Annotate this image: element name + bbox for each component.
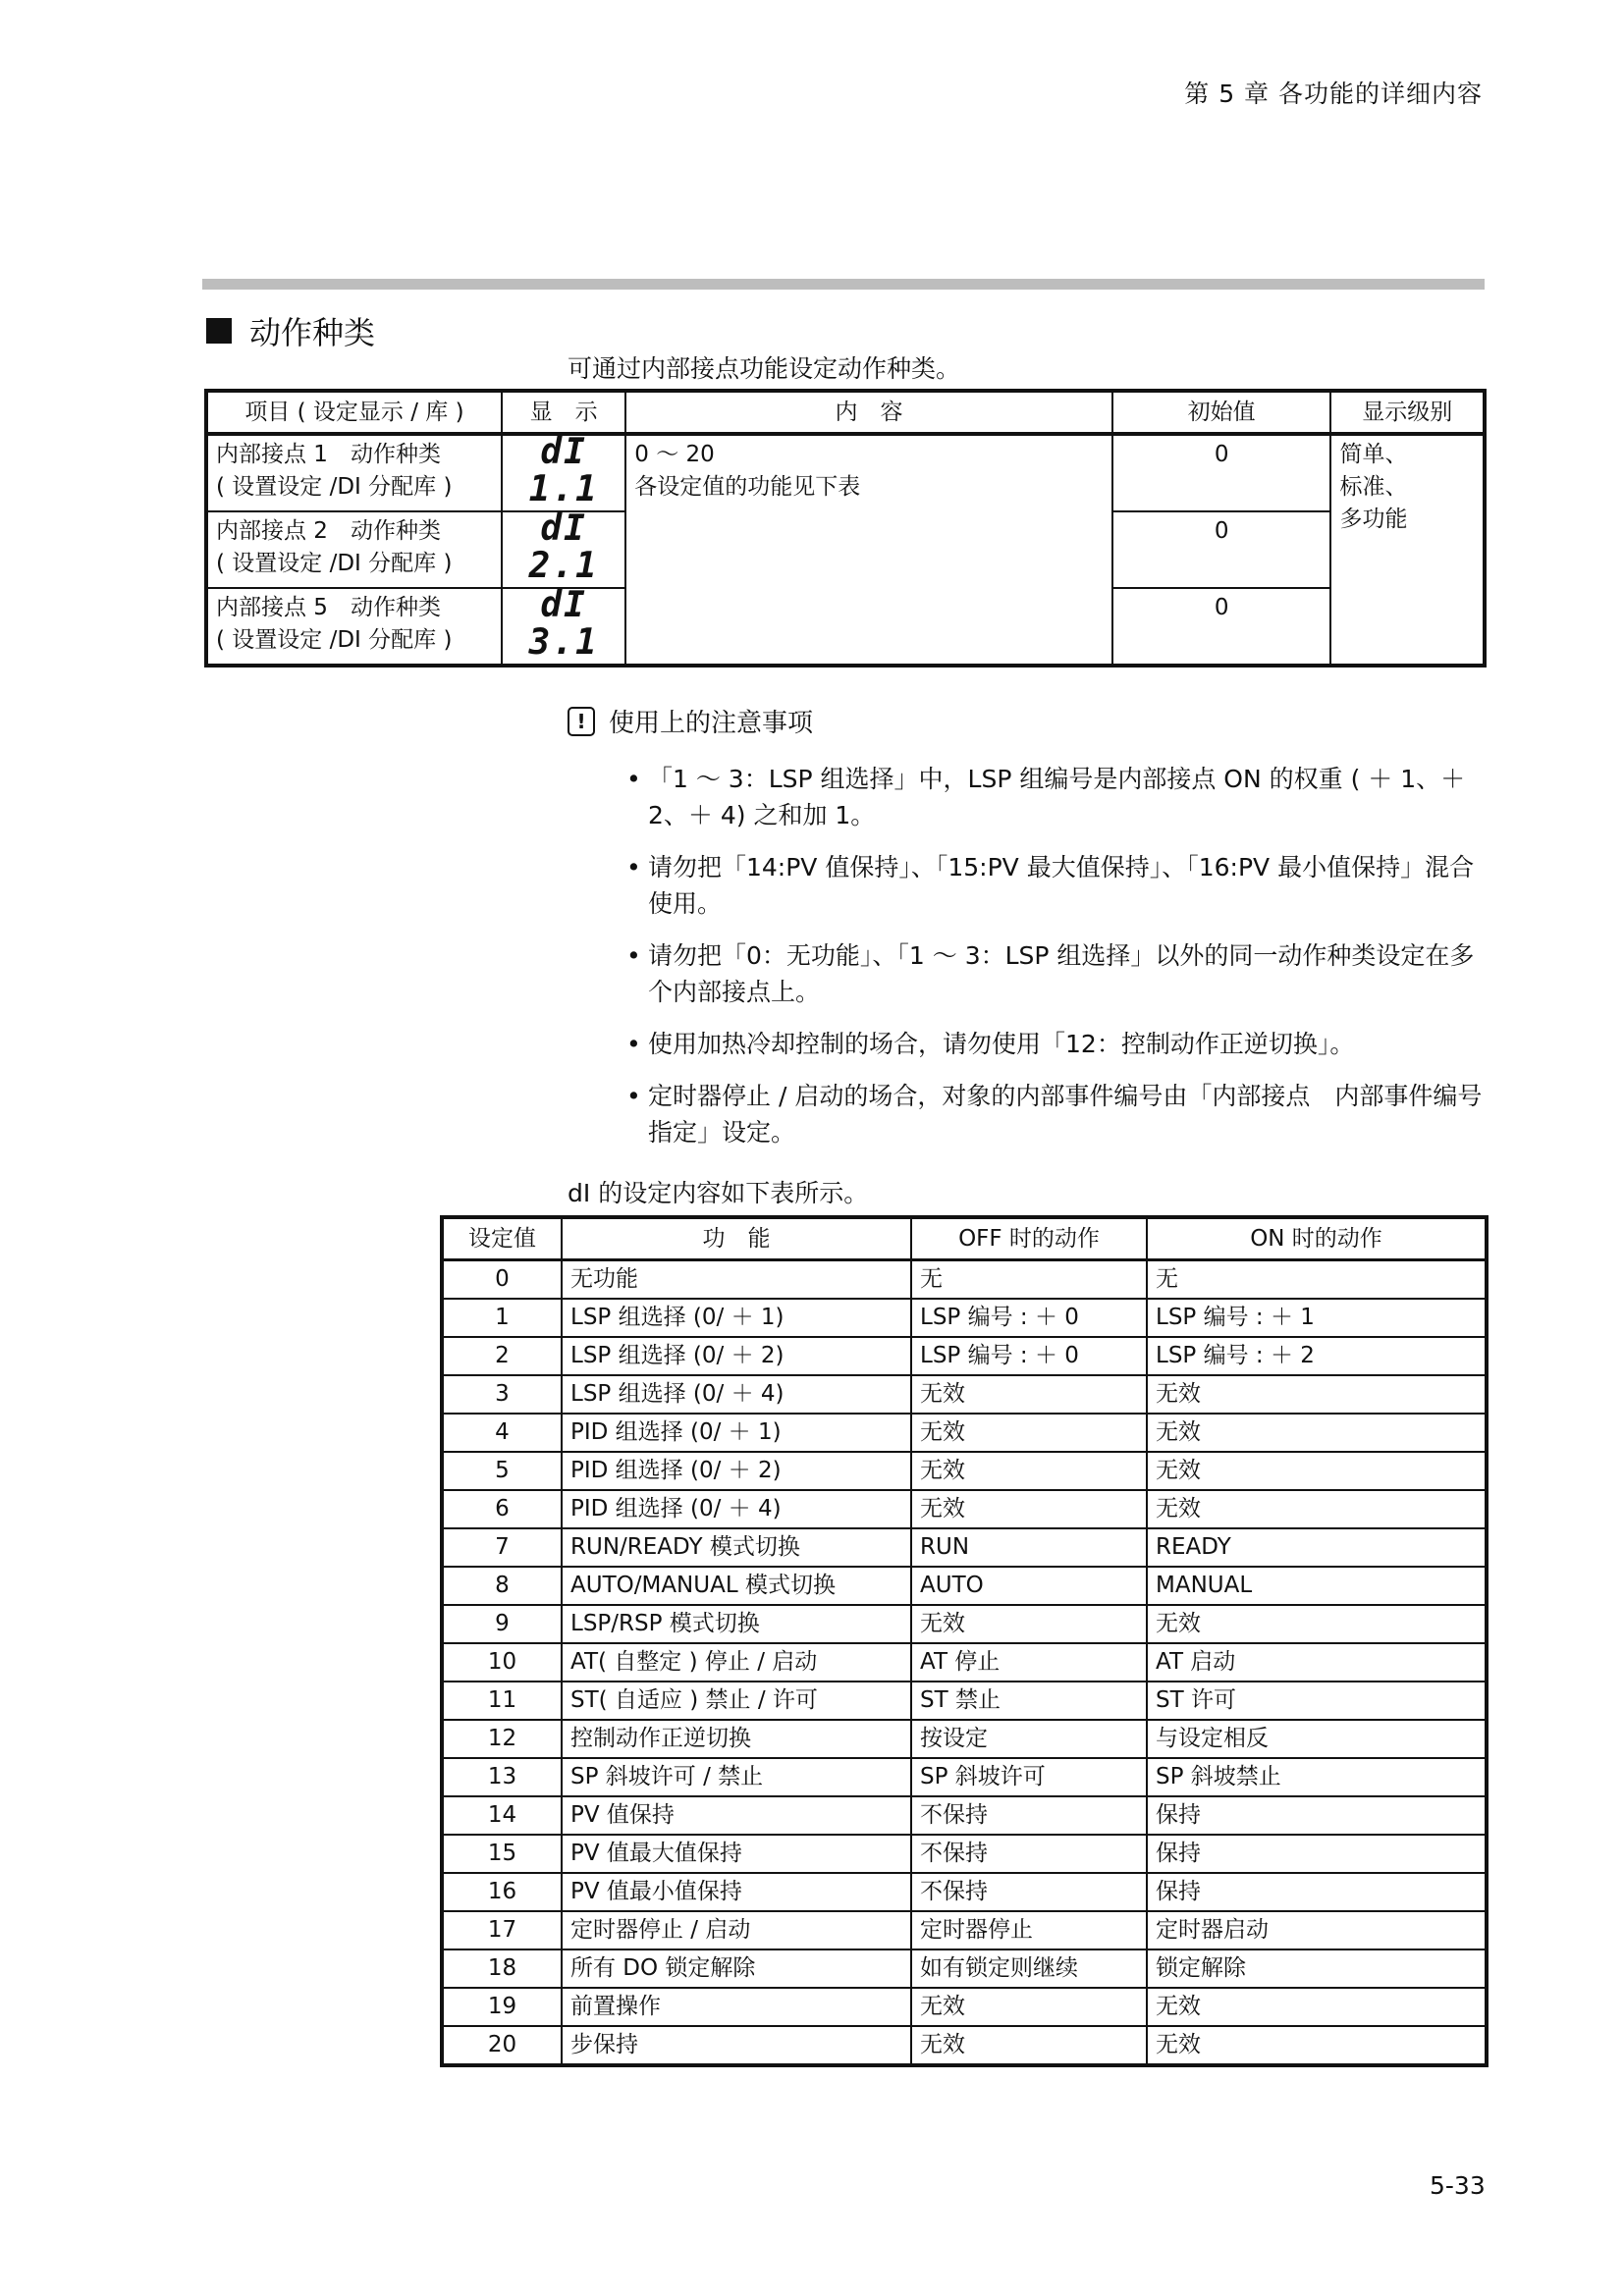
setting-values-table — [440, 1215, 1489, 2067]
off-action-cell: ST 禁止 — [911, 1682, 1147, 1720]
off-action-cell: 无 — [911, 1260, 1147, 1300]
display-level: 多功能 — [1339, 507, 1408, 532]
item-bank: ( 设置设定 /DI 分配库 ) — [216, 474, 453, 500]
setting-value-cell: 14 — [442, 1796, 562, 1835]
function-cell: PV 值最大值保持 — [562, 1835, 911, 1873]
off-action-cell: 不保持 — [911, 1796, 1147, 1835]
section-title — [206, 308, 375, 353]
on-action-cell: 无效 — [1147, 1452, 1487, 1490]
off-action-cell: LSP 编号 : ＋ 0 — [911, 1299, 1147, 1337]
setting-value-cell: 5 — [442, 1452, 562, 1490]
item-name: 内部接点 2 动作种类 — [216, 518, 441, 544]
content-range: 0 ～ 20 — [634, 442, 715, 467]
table-row — [442, 1873, 1487, 1911]
on-action-cell: 无效 — [1147, 1490, 1487, 1528]
function-cell: LSP 组选择 (0/ ＋ 2) — [562, 1337, 911, 1375]
table-row — [442, 1949, 1487, 1988]
on-action-cell: 无效 — [1147, 2026, 1487, 2065]
setting-value-cell: 17 — [442, 1911, 562, 1949]
off-action-cell: AT 停止 — [911, 1643, 1147, 1682]
on-action-cell: 保持 — [1147, 1796, 1487, 1835]
setting-value-cell: 7 — [442, 1528, 562, 1567]
col-header-setting-value: 设定值 — [442, 1217, 562, 1260]
item-cell — [206, 511, 502, 588]
on-action-cell: 无 — [1147, 1260, 1487, 1300]
on-action-cell: SP 斜坡禁止 — [1147, 1758, 1487, 1796]
on-action-cell: 无效 — [1147, 1414, 1487, 1452]
off-action-cell: 不保持 — [911, 1873, 1147, 1911]
off-action-cell: 无效 — [911, 1490, 1147, 1528]
table-row — [442, 1567, 1487, 1605]
on-action-cell: 保持 — [1147, 1835, 1487, 1873]
item-cell — [206, 434, 502, 511]
caution-item: • 请勿把「0：无功能」、「1 ～ 3：LSP 组选择」以外的同一动作种类设定在多个内部接点上。 — [619, 937, 1490, 1010]
off-action-cell: RUN — [911, 1528, 1147, 1567]
function-cell: LSP/RSP 模式切换 — [562, 1605, 911, 1643]
caution-item: • 定时器停止 / 启动的场合，对象的内部事件编号由「内部接点 内部事件编号指定」设定。 — [619, 1078, 1490, 1150]
setting-value-cell: 1 — [442, 1299, 562, 1337]
function-cell: 控制动作正逆切换 — [562, 1720, 911, 1758]
caution-title: 使用上的注意事项 — [609, 709, 814, 738]
section-title-text: 动作种类 — [249, 314, 376, 351]
off-action-cell: 无效 — [911, 1375, 1147, 1414]
function-cell: PV 值保持 — [562, 1796, 911, 1835]
table-row — [442, 1796, 1487, 1835]
item-cell — [206, 588, 502, 666]
setting-values-body — [442, 1260, 1487, 2066]
on-action-cell: 保持 — [1147, 1873, 1487, 1911]
off-action-cell: 无效 — [911, 1988, 1147, 2026]
setting-value-cell: 11 — [442, 1682, 562, 1720]
table-row — [442, 1452, 1487, 1490]
exclamation-box-icon: ! — [568, 707, 595, 736]
table-header-row — [206, 391, 1485, 434]
caution-item: • 请勿把「14:PV 值保持」、「15:PV 最大值保持」、「16:PV 最小值保持」混合使用。 — [619, 849, 1490, 922]
content-note: 各设定值的功能见下表 — [634, 474, 861, 500]
on-action-cell: ST 许可 — [1147, 1682, 1487, 1720]
table-row — [442, 1490, 1487, 1528]
table-row — [442, 1835, 1487, 1873]
setting-value-cell: 18 — [442, 1949, 562, 1988]
table-row — [442, 1299, 1487, 1337]
function-cell: 前置操作 — [562, 1988, 911, 2026]
display-level-cell — [1330, 434, 1485, 666]
initial-value-cell: 0 — [1112, 511, 1331, 588]
section-rule — [202, 279, 1485, 290]
on-action-cell: MANUAL — [1147, 1567, 1487, 1605]
display-level: 简单、 — [1339, 442, 1408, 467]
function-cell: AT( 自整定 ) 停止 / 启动 — [562, 1643, 911, 1682]
setting-value-cell: 0 — [442, 1260, 562, 1300]
display-cell — [502, 434, 625, 511]
col-header-content: 内 容 — [625, 391, 1112, 434]
on-action-cell: 无效 — [1147, 1375, 1487, 1414]
action-type-settings-table — [204, 389, 1487, 667]
caution-item: • 「1 ～ 3：LSP 组选择」中，LSP 组编号是内部接点 ON 的权重 ( ＋ 1、＋ 2、＋ 4) 之和加 1。 — [619, 761, 1490, 833]
table-row — [442, 1643, 1487, 1682]
setting-value-cell: 2 — [442, 1337, 562, 1375]
on-action-cell: AT 启动 — [1147, 1643, 1487, 1682]
setting-value-cell: 12 — [442, 1720, 562, 1758]
table-row — [206, 434, 1485, 511]
function-cell: AUTO/MANUAL 模式切换 — [562, 1567, 911, 1605]
function-cell: 无功能 — [562, 1260, 911, 1300]
function-cell: PID 组选择 (0/ ＋ 1) — [562, 1414, 911, 1452]
setting-value-cell: 19 — [442, 1988, 562, 2026]
on-action-cell: 无效 — [1147, 1605, 1487, 1643]
table-row — [442, 1720, 1487, 1758]
function-cell: 步保持 — [562, 2026, 911, 2065]
on-action-cell: 与设定相反 — [1147, 1720, 1487, 1758]
table-row — [442, 1988, 1487, 2026]
function-cell: 所有 DO 锁定解除 — [562, 1949, 911, 1988]
setting-value-cell: 6 — [442, 1490, 562, 1528]
table-row — [442, 1758, 1487, 1796]
item-name: 内部接点 1 动作种类 — [216, 442, 441, 467]
setting-value-cell: 15 — [442, 1835, 562, 1873]
display-code: dI 2.1 — [528, 508, 599, 586]
page-number: 5-33 — [1430, 2171, 1486, 2200]
off-action-cell: 定时器停止 — [911, 1911, 1147, 1949]
on-action-cell: 锁定解除 — [1147, 1949, 1487, 1988]
display-level: 标准、 — [1339, 474, 1408, 500]
on-action-cell: READY — [1147, 1528, 1487, 1567]
caution-item: • 使用加热冷却控制的场合，请勿使用「12：控制动作正逆切换」。 — [619, 1026, 1490, 1062]
item-name: 内部接点 5 动作种类 — [216, 595, 441, 620]
on-action-cell: 定时器启动 — [1147, 1911, 1487, 1949]
section-intro: 可通过内部接点功能设定动作种类。 — [568, 354, 961, 383]
initial-value-cell: 0 — [1112, 588, 1331, 666]
off-action-cell: 无效 — [911, 1414, 1147, 1452]
off-action-cell: 不保持 — [911, 1835, 1147, 1873]
function-cell: PV 值最小值保持 — [562, 1873, 911, 1911]
display-code: dI 3.1 — [528, 585, 599, 663]
col-header-item: 项目 ( 设定显示 / 库 ) — [206, 391, 502, 434]
setting-value-cell: 8 — [442, 1567, 562, 1605]
function-cell: PID 组选择 (0/ ＋ 2) — [562, 1452, 911, 1490]
function-cell: SP 斜坡许可 / 禁止 — [562, 1758, 911, 1796]
table-row — [442, 1375, 1487, 1414]
on-action-cell: LSP 编号 : ＋ 1 — [1147, 1299, 1487, 1337]
col-header-function: 功 能 — [562, 1217, 911, 1260]
setting-value-cell: 16 — [442, 1873, 562, 1911]
table-row — [442, 1260, 1487, 1300]
function-cell: ST( 自适应 ) 禁止 / 许可 — [562, 1682, 911, 1720]
col-header-on-action: ON 时的动作 — [1147, 1217, 1487, 1260]
content-cell — [625, 434, 1112, 666]
col-header-level: 显示级别 — [1330, 391, 1485, 434]
display-cell — [502, 585, 625, 666]
display-cell — [502, 508, 625, 588]
function-cell: PID 组选择 (0/ ＋ 4) — [562, 1490, 911, 1528]
table-header-row — [442, 1217, 1487, 1260]
display-code: dI 1.1 — [528, 432, 599, 509]
col-header-initial: 初始值 — [1112, 391, 1331, 434]
table-row — [442, 1528, 1487, 1567]
col-header-off-action: OFF 时的动作 — [911, 1217, 1147, 1260]
setting-value-cell: 20 — [442, 2026, 562, 2065]
off-action-cell: 如有锁定则继续 — [911, 1949, 1147, 1988]
on-action-cell: 无效 — [1147, 1988, 1487, 2026]
table-row — [442, 1911, 1487, 1949]
table-row — [442, 1605, 1487, 1643]
off-action-cell: 无效 — [911, 2026, 1147, 2065]
table-row — [442, 1414, 1487, 1452]
setting-value-cell: 3 — [442, 1375, 562, 1414]
settings-table-caption: dI 的设定内容如下表所示。 — [568, 1179, 869, 1207]
chapter-header: 第 5 章 各功能的详细内容 — [1184, 80, 1483, 108]
off-action-cell: 无效 — [911, 1452, 1147, 1490]
function-cell: 定时器停止 / 启动 — [562, 1911, 911, 1949]
off-action-cell: LSP 编号 : ＋ 0 — [911, 1337, 1147, 1375]
off-action-cell: SP 斜坡许可 — [911, 1758, 1147, 1796]
item-bank: ( 设置设定 /DI 分配库 ) — [216, 551, 453, 576]
table-row — [442, 1337, 1487, 1375]
off-action-cell: AUTO — [911, 1567, 1147, 1605]
table-row — [442, 1682, 1487, 1720]
function-cell: LSP 组选择 (0/ ＋ 1) — [562, 1299, 911, 1337]
item-bank: ( 设置设定 /DI 分配库 ) — [216, 627, 453, 653]
on-action-cell: LSP 编号 : ＋ 2 — [1147, 1337, 1487, 1375]
setting-value-cell: 4 — [442, 1414, 562, 1452]
function-cell: RUN/READY 模式切换 — [562, 1528, 911, 1567]
function-cell: LSP 组选择 (0/ ＋ 4) — [562, 1375, 911, 1414]
off-action-cell: 按设定 — [911, 1720, 1147, 1758]
setting-value-cell: 13 — [442, 1758, 562, 1796]
caution-list — [568, 761, 1490, 1150]
setting-value-cell: 9 — [442, 1605, 562, 1643]
table-row — [442, 2026, 1487, 2065]
caution-notes — [568, 703, 1490, 1166]
caution-heading — [568, 703, 1490, 739]
square-bullet-icon — [206, 318, 232, 344]
col-header-display: 显 示 — [502, 391, 625, 434]
initial-value-cell: 0 — [1112, 434, 1331, 511]
setting-value-cell: 10 — [442, 1643, 562, 1682]
off-action-cell: 无效 — [911, 1605, 1147, 1643]
